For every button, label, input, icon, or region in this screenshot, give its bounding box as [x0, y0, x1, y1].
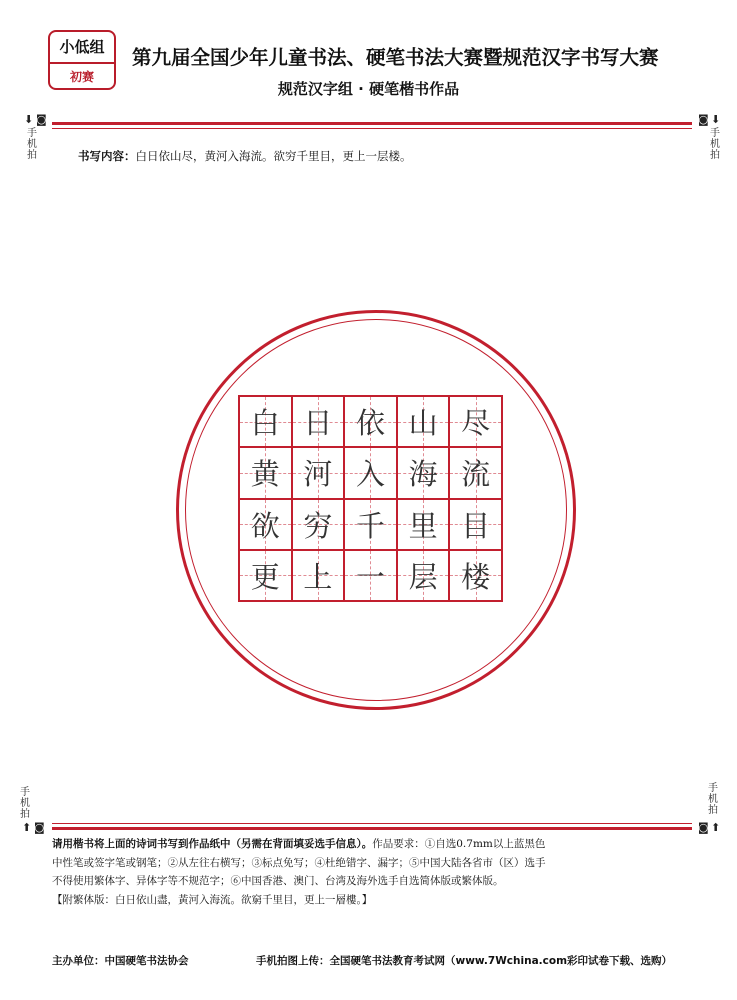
arrow-down-icon: ⬇ [711, 113, 721, 126]
footer-organizer: 主办单位：中国硬笔书法协会 [52, 955, 189, 967]
camera-icon: ◙ [698, 821, 709, 834]
page-title: 第九届全国少年儿童书法、硬笔书法大赛暨规范汉字书写大赛 [132, 46, 659, 69]
side-label-left-bottom: 手 机 拍 [20, 787, 30, 820]
grid-cell: 上 [292, 550, 345, 601]
grid-cell: 欲 [239, 499, 292, 550]
instructions-line-4: 【附繁体版：白日依山盡，黃河入海流。欲窮千里目，更上一層樓。】 [52, 893, 373, 906]
grid-cell: 尽 [449, 396, 502, 447]
side-label-right-top: 手 机 拍 [710, 128, 720, 161]
grid-cell: 河 [292, 447, 345, 498]
arrow-up-icon: ⬆ [711, 821, 721, 834]
writing-content-label: 书写内容： [78, 149, 136, 163]
grid-cell: 楼 [449, 550, 502, 601]
arrow-up-icon: ⬆ [22, 821, 32, 834]
grid-cell: 更 [239, 550, 292, 601]
grid-cell: 里 [397, 499, 450, 550]
grid-cell: 流 [449, 447, 502, 498]
writing-grid [238, 395, 503, 602]
grid-cell: 白 [239, 396, 292, 447]
top-rule-thick [52, 122, 692, 125]
camera-icon: ◙ [36, 113, 47, 126]
writing-content-line [78, 148, 412, 164]
instructions-line-1: 请用楷书将上面的诗词书写到作品纸中（另需在背面填妥选手信息）。作品要求：①自选0.7mm以上蓝黑色 [52, 838, 546, 850]
grid-cell: 层 [397, 550, 450, 601]
grid-cell: 入 [344, 447, 397, 498]
footer-upload: 手机拍图上传：全国硬笔书法教育考试网（www.7Wchina.com彩印试卷下载、选购） [256, 955, 673, 967]
grid-cell: 目 [449, 499, 502, 550]
grid-cell: 依 [344, 396, 397, 447]
side-label-left-top: 手 机 拍 [27, 128, 37, 161]
page-subtitle: 规范汉字组 · 硬笔楷书作品 [277, 80, 460, 98]
grid-cell: 穷 [292, 499, 345, 550]
grid-cell: 山 [397, 396, 450, 447]
badge-group-label: 小低组 [50, 32, 114, 64]
arrow-down-icon: ⬇ [24, 113, 34, 126]
grid-cell: 千 [344, 499, 397, 550]
badge-stage-label: 初赛 [69, 70, 94, 84]
instructions-line-2: 中性笔或签字笔或钢笔；②从左往右横写；③标点免写；④杜绝错字、漏字；⑤中国大陆各省市（区）选手 [52, 856, 546, 869]
bottom-rule-thin [52, 823, 692, 824]
instructions-line-3: 不得使用繁体字、异体字等不规范字；⑥中国香港、澳门、台湾及海外选手自选简体版或繁体版。 [52, 875, 504, 887]
bottom-rule-thick [52, 827, 692, 830]
grid-cell: 海 [397, 447, 450, 498]
camera-icon: ◙ [698, 113, 709, 126]
top-rule-thin [52, 128, 692, 129]
side-label-right-bottom: 手 机 拍 [708, 783, 718, 816]
grid-cell: 黄 [239, 447, 292, 498]
instructions-block [52, 835, 692, 909]
writing-content-text: 白日依山尽，黄河入海流。欲穷千里目，更上一层楼。 [135, 149, 412, 163]
camera-icon: ◙ [34, 821, 45, 834]
grid-cell: 一 [344, 550, 397, 601]
grid-cell: 日 [292, 396, 345, 447]
